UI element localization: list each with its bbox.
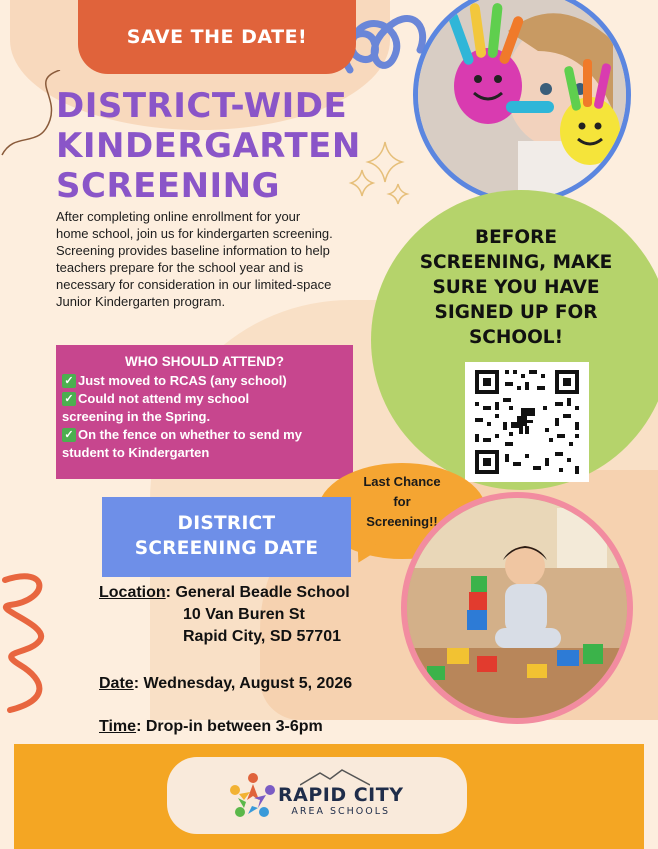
before-screening-message: [392, 225, 640, 350]
attend-item-line: Could not attend my school: [78, 391, 250, 406]
before-line: SURE YOU HAVE: [432, 277, 600, 298]
check-icon: ✓: [62, 392, 76, 406]
location-line: General Beadle School: [175, 584, 350, 601]
speech-line: for: [393, 494, 411, 509]
location-block: [99, 582, 350, 648]
time-label: Time: [99, 718, 137, 735]
attend-item: [62, 372, 347, 390]
title-line: KINDERGARTEN: [56, 126, 361, 166]
squiggle-icon: [0, 560, 60, 720]
rapid-city-logo-icon: [228, 770, 278, 820]
date-value: Wednesday, August 5, 2026: [143, 675, 353, 692]
intro-line: Junior Kindergarten program.: [56, 294, 226, 309]
district-screening-date-box: [102, 497, 351, 577]
intro-line: home school, join us for kindergarten screening.: [56, 226, 333, 241]
qr-code-icon: [465, 362, 589, 482]
save-the-date-banner: SAVE THE DATE!: [78, 0, 356, 74]
logo-text: [278, 785, 403, 817]
child-painted-hands-photo: [413, 0, 631, 204]
attend-item-line: On the fence on whether to send my: [78, 427, 302, 442]
location-label: Location: [99, 584, 166, 601]
attend-item-line: screening in the Spring.: [62, 409, 211, 424]
attend-item-line: Just moved to RCAS (any school): [78, 373, 287, 388]
time-block: [99, 716, 323, 738]
date-box-line: SCREENING DATE: [134, 538, 319, 559]
before-line: SCHOOL!: [468, 327, 564, 348]
colon: :: [165, 584, 176, 601]
time-value: Drop-in between 3-6pm: [145, 718, 323, 735]
title-line: SCREENING: [56, 166, 281, 206]
colon: :: [133, 675, 144, 692]
before-line: SCREENING, MAKE: [419, 252, 613, 273]
intro-line: Screening provides baseline information to help: [56, 243, 330, 258]
speech-line: Last Chance: [363, 474, 441, 489]
colon: :: [136, 718, 146, 735]
logo-sub-text: AREA SCHOOLS: [291, 806, 391, 817]
check-icon: ✓: [62, 428, 76, 442]
page-title: [56, 86, 361, 206]
intro-line: necessary for consideration in our limited-space: [56, 277, 332, 292]
intro-line: teachers prepare for the school year and is: [56, 260, 304, 275]
before-line: SIGNED UP FOR: [434, 302, 598, 323]
speech-line: Screening!!: [366, 514, 438, 529]
attend-item: [62, 390, 347, 408]
attend-item-line: student to Kindergarten: [62, 445, 210, 460]
date-block: [99, 673, 352, 695]
boy-with-blocks-photo: [401, 492, 633, 724]
logo-main-text: RAPID CITY: [278, 784, 404, 806]
intro-line: After completing online enrollment for your: [56, 209, 301, 224]
date-label: Date: [99, 675, 134, 692]
location-line: Rapid City, SD 57701: [183, 628, 341, 645]
location-line: 10 Van Buren St: [183, 606, 305, 623]
date-box-line: DISTRICT: [177, 513, 276, 534]
attend-item: [62, 426, 347, 444]
intro-paragraph: [56, 208, 366, 310]
qr-code[interactable]: [465, 362, 589, 482]
before-line: BEFORE: [475, 227, 557, 248]
check-icon: ✓: [62, 374, 76, 388]
who-should-attend-box: [56, 345, 353, 479]
title-line: DISTRICT-WIDE: [56, 86, 348, 126]
attend-title: WHO SHOULD ATTEND?: [125, 354, 284, 369]
